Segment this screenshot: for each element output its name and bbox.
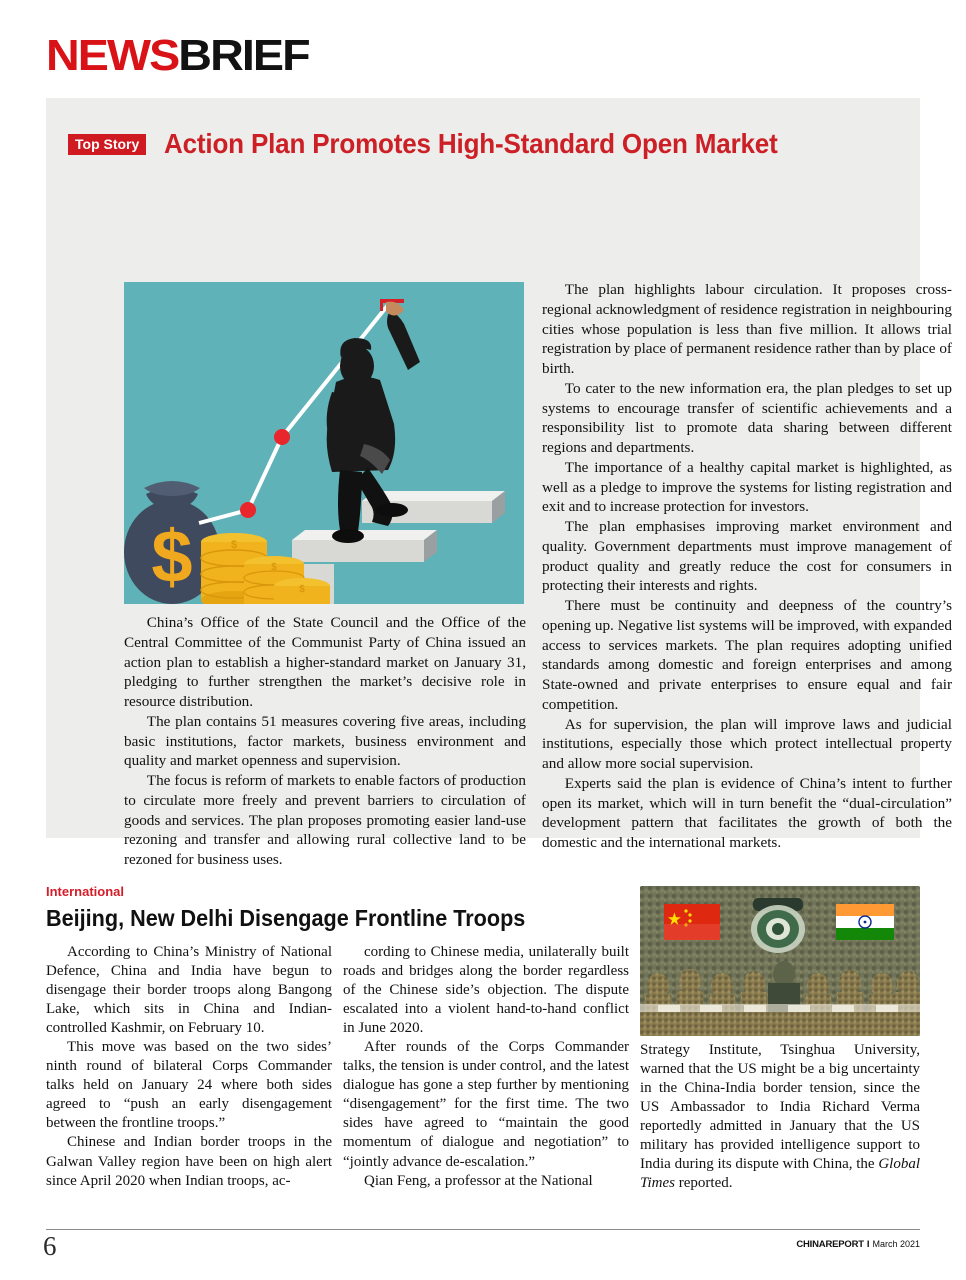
- indian-flag-icon: [836, 904, 894, 940]
- international-photo: [640, 886, 920, 1036]
- svg-text:$: $: [151, 515, 193, 598]
- paragraph: The plan highlights labour circulation. It proposes cross-regional acknowledgment of residence registration in neighbouring cities whose population is less than five million. It allows trial registration by place of permanent residence rather than by place of birth.: [542, 281, 952, 377]
- paragraph: To cater to the new information era, the plan pledges to set up systems to encourage transfer of scientific achievements and a responsibility list to promote data sharing between different regions and departments.: [542, 379, 952, 456]
- paragraph: Qian Feng, a professor at the National: [364, 1172, 593, 1189]
- paragraph: The plan emphasises improving market environment and quality. Government departments must improve management of product quality and greatly reduce the cost for consumers in protecting their interests and rights.: [542, 518, 952, 595]
- svg-text:$: $: [271, 562, 277, 573]
- masthead-news-text: NEWS: [46, 31, 179, 80]
- top-story-panel: [46, 98, 952, 868]
- international-column-3: [640, 1041, 920, 1193]
- paragraph: [640, 1041, 920, 1193]
- international-kicker: International: [46, 884, 125, 899]
- paragraph: According to China’s Ministry of National Defence, China and India have begun to disengage their border troops along Bangong Lake, which sits in China and Indian-controlled Kashmir, on February 10.: [46, 944, 332, 1037]
- top-story-right-column: [542, 280, 952, 853]
- paragraph: The plan contains 51 measures covering five areas, including basic institutions, factor markets, business environment and quality and market openness and supervision.: [124, 712, 526, 770]
- military-emblem-icon: [751, 898, 805, 953]
- masthead-logo: [46, 31, 309, 80]
- international-column-1: [46, 943, 332, 1191]
- footer-brand: CHINAREPORT: [796, 1239, 864, 1250]
- military-talks-photo-svg: [640, 886, 920, 1036]
- paragraph: cording to Chinese media, unilaterally built roads and bridges along the border regardless of the Chinese side’s objection. The dispute escalated into a violent hand-to-hand conflict in June 2020.: [343, 944, 629, 1037]
- growth-chart-illustration-svg: [124, 282, 524, 604]
- top-story-headline: Action Plan Promotes High-Standard Open Market: [164, 128, 778, 159]
- paragraph-text-after: reported.: [675, 1175, 733, 1192]
- paragraph: This move was based on the two sides’ ninth round of bilateral Corps Commander talks held on January 24 where both sides agreed to “push an early disengagement between the frontline troops.”: [46, 1039, 332, 1132]
- top-story-illustration: [124, 282, 524, 604]
- top-story-headline-row: [68, 130, 824, 158]
- paragraph: As for supervision, the plan will improve laws and judicial institutions, especially those which protect intellectual property and allow more social supervision.: [542, 715, 952, 772]
- international-column-2: [343, 943, 629, 1191]
- top-story-left-column: [124, 613, 526, 870]
- footer-brand-line: [796, 1240, 920, 1250]
- chinese-flag-icon: [664, 904, 720, 940]
- paragraph: After rounds of the Corps Commander talks, the tension is under control, and the latest dialogue has gone a step further by mentioning “disengagement” for the first time. The two sides have agreed to “maintain the good momentum of dialogue and negotiation” to “jointly advance de-escalation.”: [343, 1039, 629, 1170]
- footer-separator: I: [866, 1239, 870, 1250]
- paragraph: China’s Office of the State Council and the Office of the Central Committee of the Communist Party of China issued an action plan to establish a higher-standard market on January 31, pledging to further strengthen the market’s decisive role in resource distribution.: [124, 614, 526, 710]
- paragraph-text-before: Strategy Institute, Tsinghua University, warned that the US might be a big uncertainty in the China-India border tension, since the US Ambassador to India Richard Verma reportedly admitted in January that the US military has provided intelligence support to India during its dispute with China, the: [640, 1042, 920, 1173]
- top-story-badge: Top Story: [68, 134, 146, 155]
- svg-text:$: $: [299, 584, 305, 595]
- footer-divider: [46, 1229, 920, 1230]
- paragraph: The importance of a healthy capital market is highlighted, as well as a pledge to improve the systems for listing registration and exit and to increase protection for investors.: [542, 458, 952, 516]
- footer-date: March 2021: [872, 1239, 920, 1249]
- data-point-1: [240, 502, 256, 518]
- paragraph: Chinese and Indian border troops in the Galwan Valley region have been on high alert since April 2020 when Indian troops, ac-: [46, 1134, 332, 1189]
- global-times-citation: Global Times: [640, 1156, 920, 1192]
- svg-text:$: $: [230, 539, 238, 551]
- paragraph: The focus is reform of markets to enable factors of production to circulate more freely and prevent barriers to circulation of goods and services. The plan proposes promoting easier land-use rezoning and transfer and allowing rural collective land to be rezoned for business uses.: [124, 772, 526, 868]
- data-point-2: [274, 429, 290, 445]
- paragraph: Experts said the plan is evidence of China’s intent to further open its market, which will in turn benefit the “dual-circulation” development pattern that facilitates the growth of both the domestic and the international markets.: [542, 774, 952, 851]
- paragraph: There must be continuity and deepness of the country’s opening up. Negative list systems will be improved, with expanded access to services markets. The plan requires adopting unified standards among domestic and foreign enterprises and among State-owned and private enterprises to ensure equal and fair competition.: [542, 597, 952, 713]
- page-number: 6: [43, 1231, 57, 1261]
- masthead-brief-text: BRIEF: [178, 31, 309, 80]
- international-headline: Beijing, New Delhi Disengage Frontline Troops: [46, 905, 526, 931]
